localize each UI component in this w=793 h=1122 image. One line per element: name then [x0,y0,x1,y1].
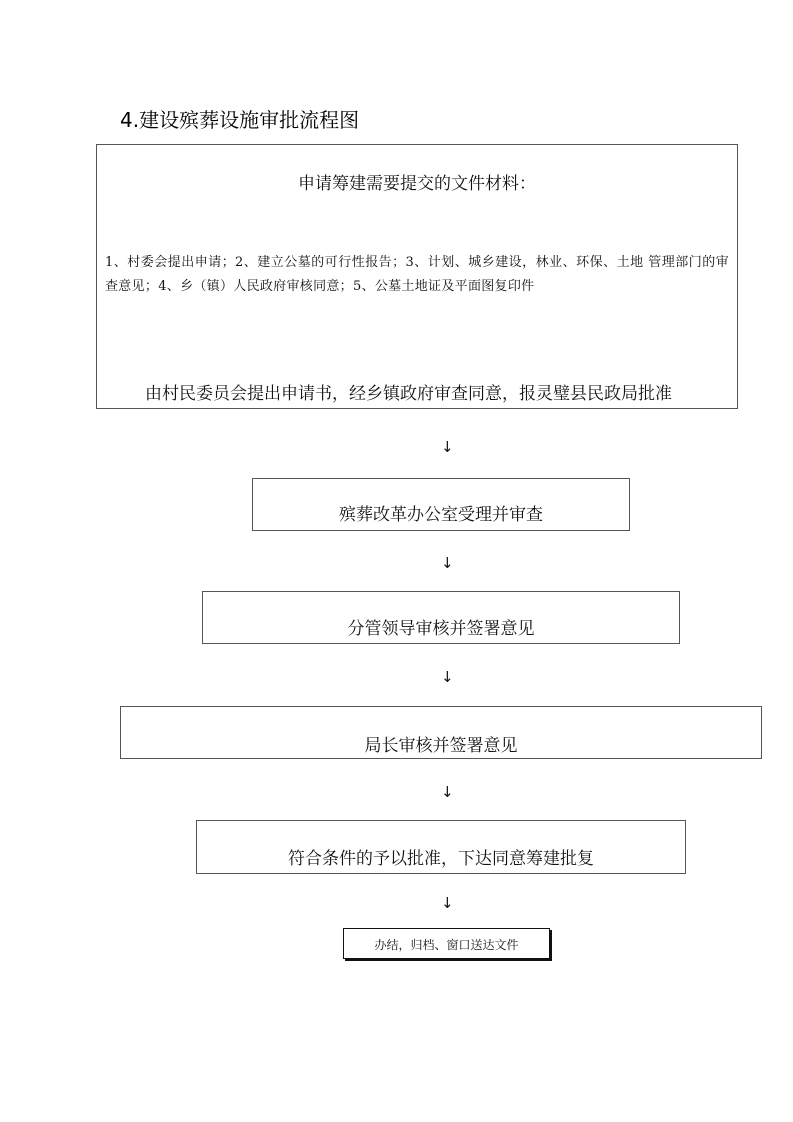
flow-step-label: 办结，归档、窗口送达文件 [374,938,519,952]
flow-step-leader-review [202,591,680,644]
flow-arrow-4: ↓ [441,783,454,801]
flow-arrow-1: ↓ [441,438,454,456]
flow-step-office-review [252,478,630,531]
flow-step-label: 分管领导审核并签署意见 [347,619,535,639]
flow-step-label: 殡葬改革办公室受理并审查 [339,505,543,525]
flow-step-approval [196,820,686,874]
application-procedure: 由村民委员会提出申请书，经乡镇政府审查同意，报灵璧县民政局批准 [145,384,672,404]
flow-arrow-2: ↓ [441,554,454,572]
flow-arrow-5: ↓ [441,894,454,912]
materials-heading: 申请筹建需要提交的文件材料： [298,174,536,194]
flow-step-completion [343,928,550,959]
flow-step-label: 符合条件的予以批准，下达同意筹建批复 [288,849,594,869]
page-title: 4.建设殡葬设施审批流程图 [120,108,360,132]
flow-step-director-review [120,706,762,759]
flow-step-label: 局长审核并签署意见 [364,736,518,756]
flow-arrow-3: ↓ [441,668,454,686]
flow-step-application-materials [96,144,738,409]
materials-list: 1、村委会提出申请；2、建立公墓的可行性报告；3、计划、城乡建设，林业、环保、土地 管理部门的审查意见；4、乡（镇）人民政府审核同意；5、公墓土地证及平面图复印件 [105,255,729,294]
